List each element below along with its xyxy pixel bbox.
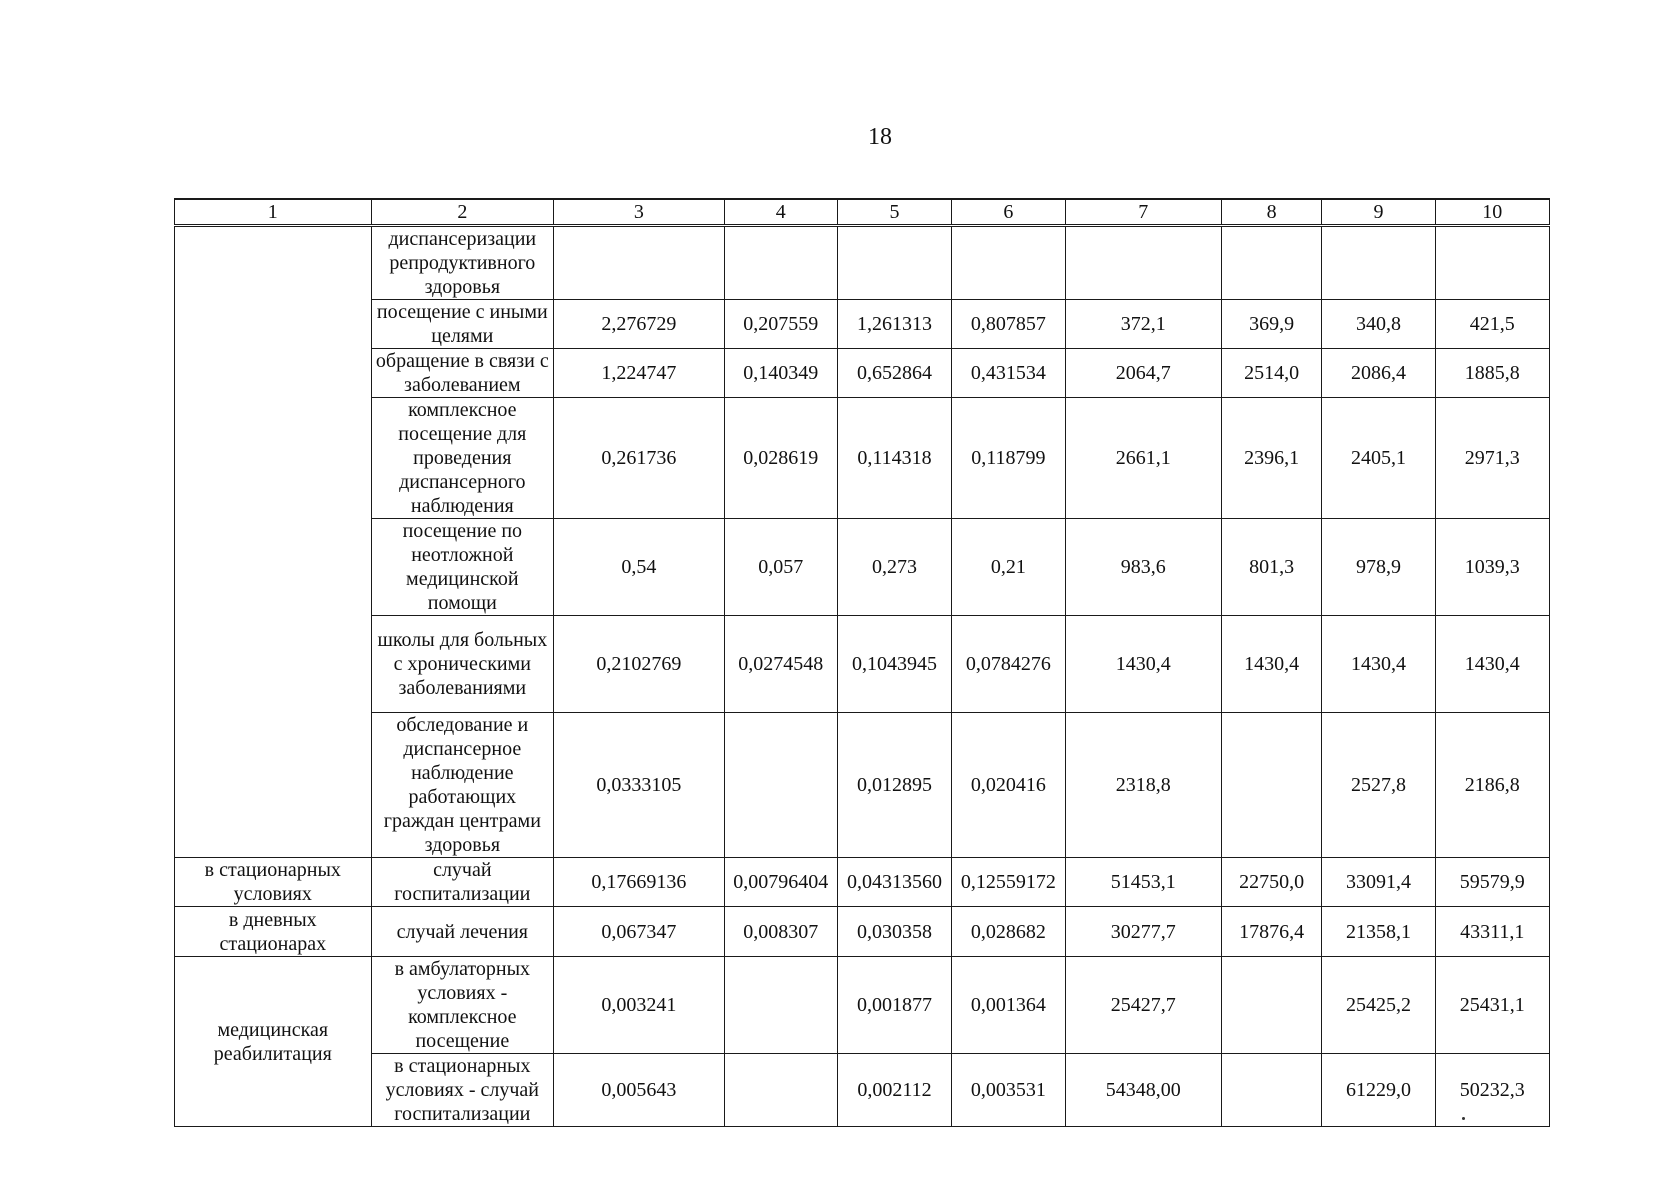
table-cell: 369,9 bbox=[1222, 300, 1322, 349]
table-cell: 0,012895 bbox=[837, 713, 951, 858]
table-row bbox=[175, 957, 1550, 1054]
column-header: 3 bbox=[554, 199, 724, 226]
table-cell: 0,002112 bbox=[837, 1054, 951, 1127]
table-cell: 1430,4 bbox=[1222, 616, 1322, 713]
table-cell: 0,431534 bbox=[952, 349, 1065, 398]
table-row bbox=[175, 616, 1550, 713]
table-cell: 43311,1 bbox=[1435, 907, 1549, 957]
table-cell: 0,001877 bbox=[837, 957, 951, 1054]
table-cell: 1039,3 bbox=[1435, 519, 1549, 616]
column-header: 7 bbox=[1065, 199, 1221, 226]
table-cell bbox=[724, 713, 837, 858]
table-cell: 0,807857 bbox=[952, 300, 1065, 349]
table-cell: 2661,1 bbox=[1065, 398, 1221, 519]
table-cell: 0,2102769 bbox=[554, 616, 724, 713]
table-cell: 0,21 bbox=[952, 519, 1065, 616]
row-label: в стационарных условиях - случай госпитализации bbox=[371, 1054, 554, 1127]
table-cell: 0,1043945 bbox=[837, 616, 951, 713]
table-cell: 0,207559 bbox=[724, 300, 837, 349]
table-cell: 0,028619 bbox=[724, 398, 837, 519]
table-cell: 0,067347 bbox=[554, 907, 724, 957]
table-cell: 1885,8 bbox=[1435, 349, 1549, 398]
table-cell: 0,140349 bbox=[724, 349, 837, 398]
row-label: случай госпитализации bbox=[371, 858, 554, 907]
table-cell bbox=[1435, 226, 1549, 300]
table-cell: 0,001364 bbox=[952, 957, 1065, 1054]
table-cell: 0,0784276 bbox=[952, 616, 1065, 713]
table-cell: 25431,1 bbox=[1435, 957, 1549, 1054]
table-cell: 372,1 bbox=[1065, 300, 1221, 349]
table-cell: 21358,1 bbox=[1322, 907, 1435, 957]
table-cell: 2186,8 bbox=[1435, 713, 1549, 858]
table-cell bbox=[1222, 713, 1322, 858]
table-cell bbox=[724, 957, 837, 1054]
table-cell: 61229,0 bbox=[1322, 1054, 1435, 1127]
table-cell bbox=[952, 226, 1065, 300]
table-cell: 0,003241 bbox=[554, 957, 724, 1054]
row-label: в амбулаторных условиях - комплексное посещение bbox=[371, 957, 554, 1054]
table-cell bbox=[724, 226, 837, 300]
table-cell: 2514,0 bbox=[1222, 349, 1322, 398]
table-row bbox=[175, 398, 1550, 519]
table-cell: 1430,4 bbox=[1065, 616, 1221, 713]
table-cell: 2,276729 bbox=[554, 300, 724, 349]
table-cell: 1430,4 bbox=[1435, 616, 1549, 713]
table-cell: 2527,8 bbox=[1322, 713, 1435, 858]
page-number: 18 bbox=[868, 124, 892, 150]
group-cell-empty bbox=[175, 226, 372, 858]
table-cell bbox=[837, 226, 951, 300]
row-label: комплексное посещение для проведения диспансерного наблюдения bbox=[371, 398, 554, 519]
table-cell bbox=[724, 1054, 837, 1127]
table-cell: 51453,1 bbox=[1065, 858, 1221, 907]
column-header: 10 bbox=[1435, 199, 1549, 226]
column-header: 8 bbox=[1222, 199, 1322, 226]
table-cell: 0,273 bbox=[837, 519, 951, 616]
table-cell bbox=[1222, 1054, 1322, 1127]
table-cell: 50232,3 bbox=[1435, 1054, 1549, 1127]
table-cell: 421,5 bbox=[1435, 300, 1549, 349]
table-row bbox=[175, 1054, 1550, 1127]
table-cell: 0,04313560 bbox=[837, 858, 951, 907]
table-cell: 0,0333105 bbox=[554, 713, 724, 858]
table-cell: 801,3 bbox=[1222, 519, 1322, 616]
table-row bbox=[175, 300, 1550, 349]
row-label: посещение с иными целями bbox=[371, 300, 554, 349]
table-cell: 2971,3 bbox=[1435, 398, 1549, 519]
table-cell: 0,020416 bbox=[952, 713, 1065, 858]
column-header: 4 bbox=[724, 199, 837, 226]
table-cell bbox=[1222, 957, 1322, 1054]
table-cell: 17876,4 bbox=[1222, 907, 1322, 957]
column-header: 1 bbox=[175, 199, 372, 226]
table-cell: 2318,8 bbox=[1065, 713, 1221, 858]
table-row bbox=[175, 907, 1550, 957]
table-cell: 54348,00 bbox=[1065, 1054, 1221, 1127]
table-cell: 2396,1 bbox=[1222, 398, 1322, 519]
column-header: 2 bbox=[371, 199, 554, 226]
row-label: школы для больных с хроническими заболеваниями bbox=[371, 616, 554, 713]
table-cell bbox=[554, 226, 724, 300]
table-cell: 2405,1 bbox=[1322, 398, 1435, 519]
table-cell: 25427,7 bbox=[1065, 957, 1221, 1054]
table-cell: 978,9 bbox=[1322, 519, 1435, 616]
data-table bbox=[174, 198, 1550, 1127]
table-cell: 340,8 bbox=[1322, 300, 1435, 349]
table-cell: 1430,4 bbox=[1322, 616, 1435, 713]
table-cell: 2086,4 bbox=[1322, 349, 1435, 398]
group-label: в дневных стационарах bbox=[175, 907, 372, 957]
table-cell: 25425,2 bbox=[1322, 957, 1435, 1054]
table-cell: 2064,7 bbox=[1065, 349, 1221, 398]
table-cell: 0,057 bbox=[724, 519, 837, 616]
table-cell: 59579,9 bbox=[1435, 858, 1549, 907]
table-cell: 0,118799 bbox=[952, 398, 1065, 519]
table-cell: 1,261313 bbox=[837, 300, 951, 349]
table-cell: 0,0274548 bbox=[724, 616, 837, 713]
group-label: в стационарных условиях bbox=[175, 858, 372, 907]
scan-speck bbox=[1462, 1117, 1465, 1120]
table-row bbox=[175, 519, 1550, 616]
row-label: обследование и диспансерное наблюдение работающих граждан центрами здоровья bbox=[371, 713, 554, 858]
table-cell: 0,12559172 bbox=[952, 858, 1065, 907]
column-header: 6 bbox=[952, 199, 1065, 226]
row-label: посещение по неотложной медицинской помощи bbox=[371, 519, 554, 616]
table-row bbox=[175, 226, 1550, 300]
table-cell bbox=[1222, 226, 1322, 300]
table-cell: 0,030358 bbox=[837, 907, 951, 957]
table-row bbox=[175, 349, 1550, 398]
table-cell: 983,6 bbox=[1065, 519, 1221, 616]
table-cell: 0,005643 bbox=[554, 1054, 724, 1127]
table-cell: 1,224747 bbox=[554, 349, 724, 398]
table-cell: 0,003531 bbox=[952, 1054, 1065, 1127]
group-label: медицинская реабилитация bbox=[175, 957, 372, 1127]
column-header: 5 bbox=[837, 199, 951, 226]
row-label: обращение в связи с заболеванием bbox=[371, 349, 554, 398]
table-cell bbox=[1322, 226, 1435, 300]
table-cell: 33091,4 bbox=[1322, 858, 1435, 907]
column-header: 9 bbox=[1322, 199, 1435, 226]
table-cell: 0,261736 bbox=[554, 398, 724, 519]
table-cell bbox=[1065, 226, 1221, 300]
row-label: диспансеризации репродуктивного здоровья bbox=[371, 226, 554, 300]
table-cell: 0,028682 bbox=[952, 907, 1065, 957]
table-cell: 0,652864 bbox=[837, 349, 951, 398]
table-cell: 0,00796404 bbox=[724, 858, 837, 907]
table-row bbox=[175, 858, 1550, 907]
table-row bbox=[175, 713, 1550, 858]
table-cell: 22750,0 bbox=[1222, 858, 1322, 907]
table-cell: 0,17669136 bbox=[554, 858, 724, 907]
table-cell: 0,54 bbox=[554, 519, 724, 616]
table-cell: 0,114318 bbox=[837, 398, 951, 519]
header-row bbox=[175, 199, 1550, 226]
table-cell: 30277,7 bbox=[1065, 907, 1221, 957]
row-label: случай лечения bbox=[371, 907, 554, 957]
table-cell: 0,008307 bbox=[724, 907, 837, 957]
